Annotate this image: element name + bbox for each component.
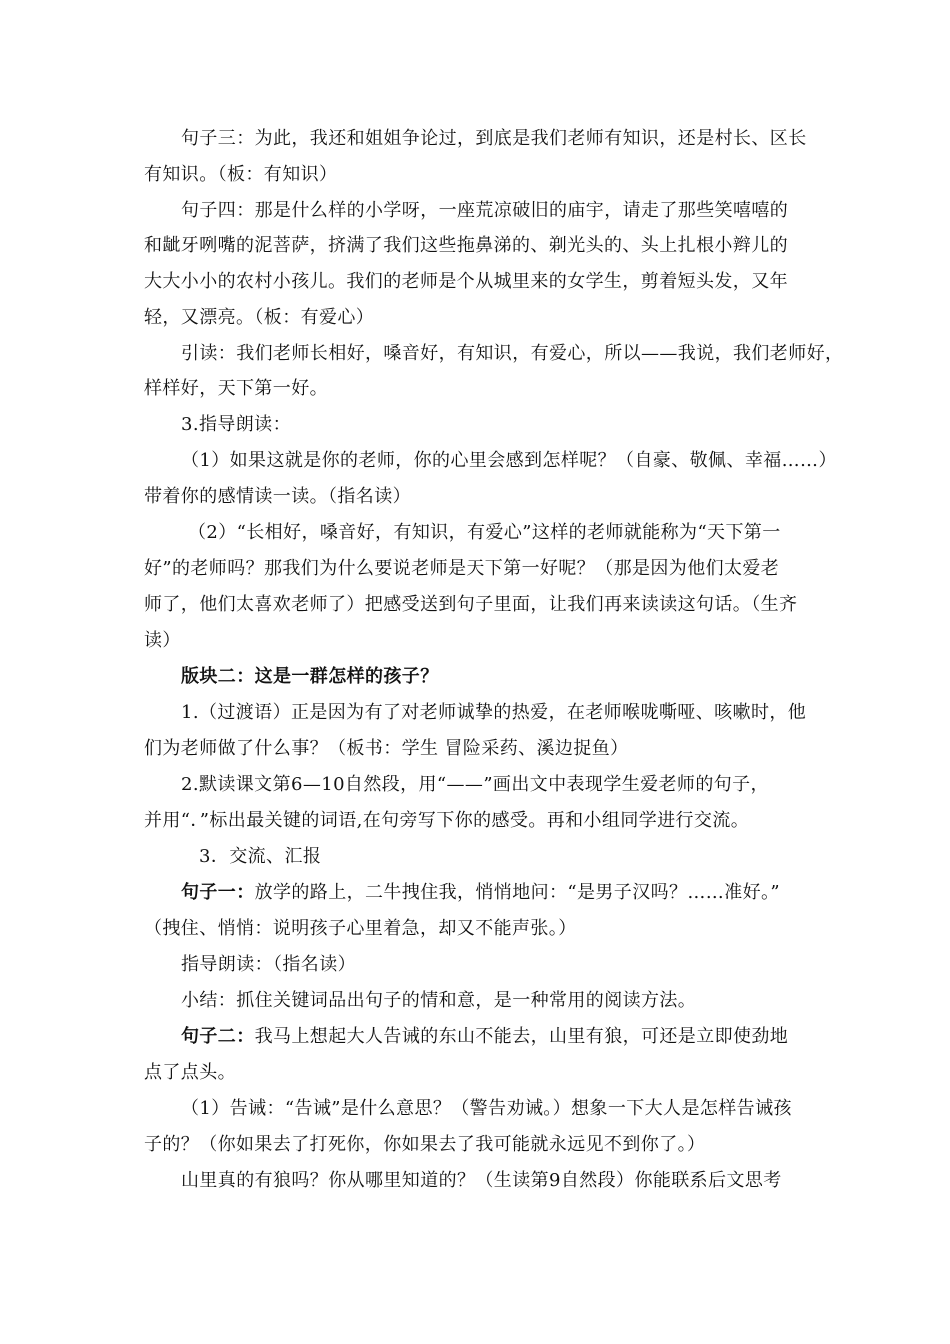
paragraph-line <box>181 1025 814 1049</box>
paragraph-line: 点了点头。 <box>144 1062 236 1083</box>
paragraph-line: 轻，又漂亮。（板：有爱心） <box>144 307 375 328</box>
paragraph-line: 们为老师做了什么事？（板书：学生 冒险采药、溪边捉鱼） <box>144 738 629 759</box>
sentence-label: 句子一： <box>181 882 255 903</box>
paragraph-line: 大大小小的农村小孩儿。我们的老师是个从城里来的女学生，剪着短头发，又年 <box>144 271 788 292</box>
paragraph-line: 和龇牙咧嘴的泥菩萨，挤满了我们这些拖鼻涕的、剃光头的、头上扎根小辫儿的 <box>144 235 788 256</box>
paragraph-line: 带着你的感情读一读。（指名读） <box>144 486 411 507</box>
paragraph-line: 好”的老师吗？那我们为什么要说老师是天下第一好呢？（那是因为他们太爱老 <box>144 558 780 579</box>
paragraph-line: 小结：抓住关键词品出句子的情和意，是一种常用的阅读方法。 <box>181 990 697 1011</box>
paragraph-line: 句子三：为此，我还和姐姐争论过，到底是我们老师有知识，还是村长、区长 <box>181 128 807 149</box>
paragraph-line: 1.（过渡语）正是因为有了对老师诚挚的热爱，在老师喉咙嘶哑、咳嗽时，他 <box>181 702 807 723</box>
paragraph-line: 2.默读课文第6—10自然段，用“——”画出文中表现学生爱老师的句子， <box>181 774 769 795</box>
sentence-label: 句子二： <box>181 1026 255 1047</box>
paragraph-line: 3．交流、汇报 <box>199 846 322 867</box>
paragraph-line: 3.指导朗读： <box>181 414 291 435</box>
paragraph-line: 子的？（你如果去了打死你，你如果去了我可能就永远见不到你了。） <box>144 1134 706 1155</box>
sentence-text: 我马上想起大人告诫的东山不能去，山里有狼，可还是立即使劲地 <box>254 1026 789 1047</box>
paragraph-line: 指导朗读：（指名读） <box>181 954 356 975</box>
paragraph-line: 引读：我们老师长相好，嗓音好，有知识，有爱心，所以——我说，我们老师好， <box>181 343 844 364</box>
paragraph-line: 读） <box>144 630 181 651</box>
paragraph-line: 句子四：那是什么样的小学呀，一座荒凉破旧的庙宇，请走了那些笑嘻嘻的 <box>181 200 789 221</box>
paragraph-line <box>181 881 814 905</box>
paragraph-line: 样样好，天下第一好。 <box>144 378 328 399</box>
paragraph-line: （1）告诫：“告诫”是什么意思？（警告劝诫。）想象一下大人是怎样告诫孩 <box>181 1098 792 1119</box>
paragraph-line: （1）如果这就是你的老师，你的心里会感到怎样呢？（自豪、敬佩、幸福……） <box>181 450 837 471</box>
paragraph-line: 有知识。（板：有知识） <box>144 164 338 185</box>
section-heading: 版块二：这是一群怎样的孩子？ <box>181 666 439 687</box>
paragraph-line: 师了，他们太喜欢老师了）把感受送到句子里面，让我们再来读读这句话。（生齐 <box>144 594 798 615</box>
paragraph-line: （2）“长相好，嗓音好，有知识，有爱心”这样的老师就能称为“天下第一 <box>188 522 781 543</box>
sentence-text: 放学的路上，二牛拽住我，悄悄地问：“是男子汉吗？……准好。” <box>254 882 781 903</box>
paragraph-line: 并用“．”标出最关键的词语,在句旁写下你的感受。再和小组同学进行交流。 <box>144 810 750 831</box>
paragraph-line: 山里真的有狼吗？你从哪里知道的？（生读第9自然段）你能联系后文思考 <box>181 1170 782 1191</box>
paragraph-line: （拽住、悄悄：说明孩子心里着急，却又不能声张。） <box>144 918 577 939</box>
